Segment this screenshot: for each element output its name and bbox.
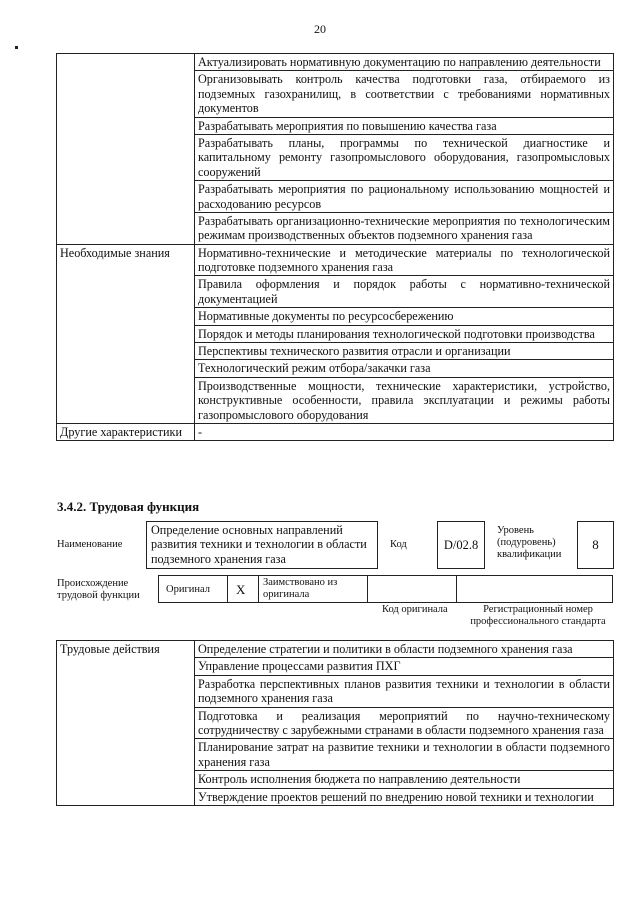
divider bbox=[227, 575, 228, 603]
knowledge-item: Правила оформления и порядок работы с нормативно-технической документацией bbox=[195, 276, 614, 308]
level-value: 8 bbox=[592, 537, 599, 553]
other-item: - bbox=[195, 423, 614, 440]
code-label: Код bbox=[390, 539, 407, 550]
level-label: Уровень (подуровень) квалификации bbox=[497, 525, 562, 561]
knowledge-item: Нормативные документы по ресурсосбережению bbox=[195, 308, 614, 325]
skill-item: Организовывать контроль качества подготовки газа, отбираемого из подземных газохранилищ, в соответствии с требованиями нормативных документов bbox=[195, 71, 614, 117]
function-name: Определение основных направлений развития техники и технологии в области подземного хранения газа bbox=[151, 523, 367, 566]
function-name-box bbox=[146, 521, 378, 569]
row-label-knowledge: Необходимые знания bbox=[57, 244, 195, 423]
action-item: Определение стратегии и политики в области подземного хранения газа bbox=[195, 641, 614, 658]
divider bbox=[456, 575, 457, 603]
original-label: Оригинал bbox=[166, 584, 210, 595]
skill-item: Разрабатывать мероприятия по рациональному использованию мощностей и расходованию ресурсов bbox=[195, 181, 614, 213]
level-box bbox=[577, 521, 614, 569]
code-value: D/02.8 bbox=[443, 537, 479, 552]
margin-mark bbox=[15, 46, 18, 49]
skill-item: Разрабатывать планы, программы по технической диагностике и капитальному ремонту газопромыслового оборудования, газопромысловых сооружений bbox=[195, 134, 614, 180]
action-item: Управление процессами развития ПХГ bbox=[195, 658, 614, 675]
action-item: Контроль исполнения бюджета по направлению деятельности bbox=[195, 771, 614, 788]
origin-label: Происхождение трудовой функции bbox=[57, 578, 140, 602]
knowledge-item: Нормативно-технические и методические материалы по технологической подготовке подземного хранения газа bbox=[195, 244, 614, 276]
action-item: Подготовка и реализация мероприятий по научно-техническому сотрудничеству с зарубежными странами в области подземного хранения газа bbox=[195, 707, 614, 739]
skill-item: Разрабатывать мероприятия по повышению качества газа bbox=[195, 117, 614, 134]
skill-item: Разрабатывать организационно-технические мероприятия по технологическим режимам производственных объектов подземного хранения газа bbox=[195, 212, 614, 244]
row-label-other: Другие характеристики bbox=[57, 423, 195, 440]
borrowed-label: Заимствовано из оригинала bbox=[263, 577, 338, 601]
labor-actions-table bbox=[56, 640, 614, 806]
action-item: Планирование затрат на развитие техники и технологии в области подземного хранения газа bbox=[195, 739, 614, 771]
divider bbox=[258, 575, 259, 603]
code-original-label: Код оригинала bbox=[382, 604, 448, 615]
divider bbox=[367, 575, 368, 603]
reg-number-label: Регистрационный номер профессионального стандарта bbox=[470, 604, 606, 628]
action-item: Утверждение проектов решений по внедрению новой техники и технологии bbox=[195, 788, 614, 805]
knowledge-item: Порядок и методы планирования технологической подготовки производства bbox=[195, 325, 614, 342]
skill-item: Актуализировать нормативную документацию по направлению деятельности bbox=[195, 54, 614, 71]
knowledge-item: Технологический режим отбора/закачки газа bbox=[195, 360, 614, 377]
skills-knowledge-table bbox=[56, 53, 614, 441]
name-label: Наименование bbox=[57, 539, 123, 550]
knowledge-item: Производственные мощности, технические характеристики, устройство, конструктивные особенности, правила эксплуатации и режимы работы газопромыслового оборудования bbox=[195, 377, 614, 423]
row-label bbox=[57, 54, 195, 245]
page-number: 20 bbox=[314, 22, 326, 36]
knowledge-item: Перспективы технического развития отрасли и организации bbox=[195, 343, 614, 360]
section-heading: 3.4.2. Трудовая функция bbox=[57, 499, 200, 514]
code-box bbox=[437, 521, 485, 569]
action-item: Разработка перспективных планов развития техники и технологии в области подземного хранения газа bbox=[195, 675, 614, 707]
row-label-actions: Трудовые действия bbox=[57, 641, 195, 806]
original-mark: X bbox=[236, 582, 246, 597]
